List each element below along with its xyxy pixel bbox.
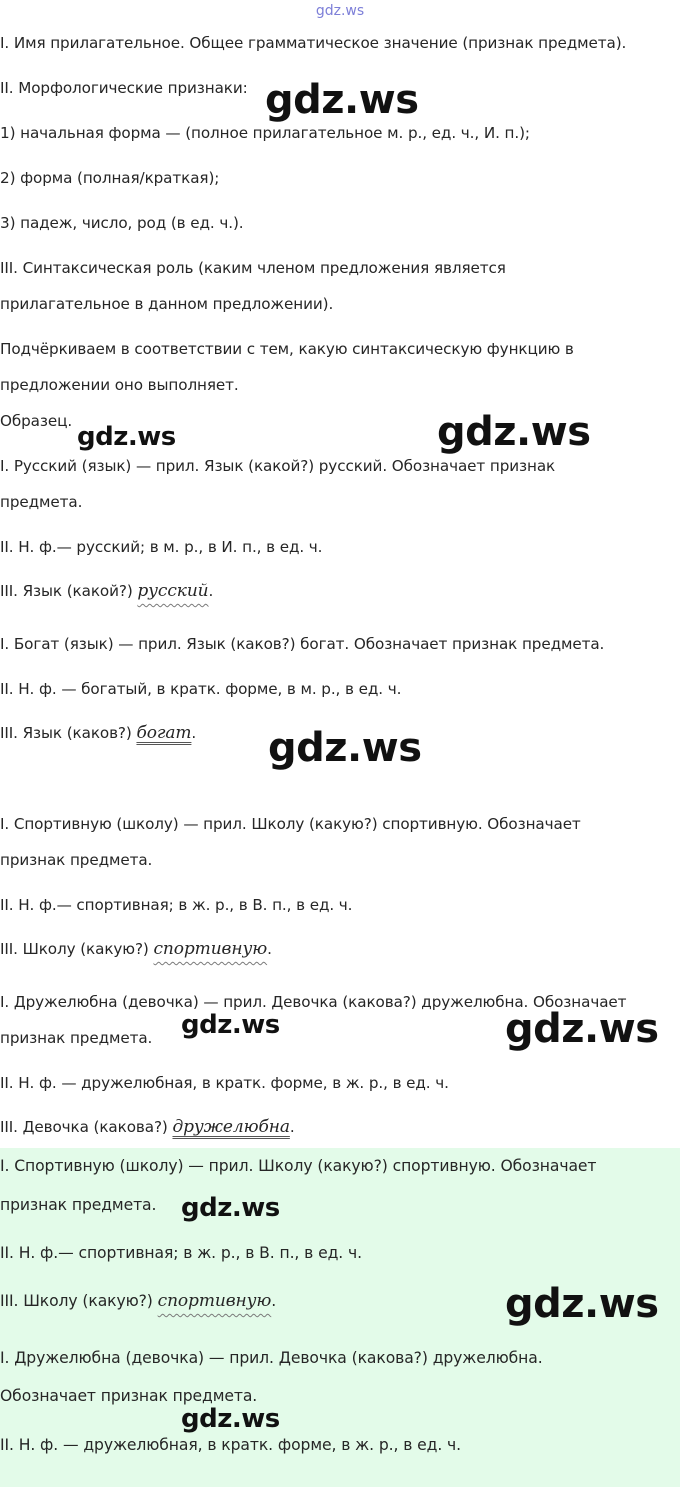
green-line-6: Обозначает признак предмета.: [0, 1387, 258, 1405]
watermark: gdz.ws: [181, 1404, 280, 1434]
watermark: gdz.ws: [268, 725, 422, 771]
watermark: gdz.ws: [505, 1281, 659, 1327]
plan-line-3: 1) начальная форма — (полное прилагательное м. р., ед. ч., И. п.);: [0, 124, 530, 142]
sample2-line-3-end: .: [191, 724, 197, 742]
plan-line-8: Подчёркиваем в соответствии с тем, какую синтаксическую функцию в: [0, 340, 574, 358]
answer1-line-3: II. Н. ф.— спортивная; в ж. р., в В. п., в ед. ч.: [0, 896, 353, 914]
watermark: gdz.ws: [181, 1193, 280, 1223]
answer1-line-4: [0, 939, 272, 959]
watermark: gdz.ws: [265, 77, 419, 123]
answer1-line-4-end: .: [267, 940, 272, 958]
sample2-line-1: I. Богат (язык) — прил. Язык (каков?) богат. Обозначает признак предмета.: [0, 635, 605, 653]
green-underlined-word: спортивную: [157, 1291, 272, 1311]
sample2-underlined-word: богат: [136, 723, 192, 743]
plan-line-9: предложении оно выполняет.: [0, 376, 239, 394]
answer2-line-4-end: .: [289, 1118, 295, 1136]
sample1-underlined-word: русский: [137, 581, 209, 601]
sample1-line-3: II. Н. ф.— русский; в м. р., в И. п., в ед. ч.: [0, 538, 323, 556]
green-line-5: I. Дружелюбна (девочка) — прил. Девочка (какова?) дружелюбна.: [0, 1349, 543, 1367]
answer1-underlined-word: спортивную: [153, 939, 268, 959]
answer2-line-4-prefix: III. Девочка (какова?): [0, 1118, 173, 1136]
green-line-1: I. Спортивную (школу) — прил. Школу (какую?) спортивную. Обозначает: [0, 1157, 597, 1175]
plan-line-1: I. Имя прилагательное. Общее грамматическое значение (признак предмета).: [0, 34, 627, 52]
watermark: gdz.ws: [181, 1010, 280, 1040]
sample1-line-2: предмета.: [0, 493, 83, 511]
answer2-line-1: I. Дружелюбна (девочка) — прил. Девочка (какова?) дружелюбна. Обозначает: [0, 993, 627, 1011]
sample1-line-4: [0, 581, 213, 601]
green-line-4: [0, 1291, 276, 1311]
watermark: gdz.ws: [77, 422, 176, 452]
plan-line-7: прилагательное в данном предложении).: [0, 295, 334, 313]
answer2-line-4: [0, 1117, 295, 1137]
plan-line-2: II. Морфологические признаки:: [0, 79, 248, 97]
sample2-line-2: II. Н. ф. — богатый, в кратк. форме, в м. р., в ед. ч.: [0, 680, 402, 698]
answer1-line-2: признак предмета.: [0, 851, 153, 869]
watermark: gdz.ws: [505, 1006, 659, 1052]
green-line-4-prefix: III. Школу (какую?): [0, 1292, 158, 1310]
green-line-7: II. Н. ф. — дружелюбная, в кратк. форме, в ж. р., в ед. ч.: [0, 1436, 462, 1454]
site-link[interactable]: gdz.ws: [315, 3, 365, 19]
green-line-4-end: .: [271, 1292, 277, 1310]
sample1-line-4-end: .: [208, 582, 214, 600]
watermark: gdz.ws: [437, 409, 591, 455]
sample2-line-3-prefix: III. Язык (каков?): [0, 724, 137, 742]
green-line-2: признак предмета.: [0, 1196, 157, 1214]
green-line-3: II. Н. ф.— спортивная; в ж. р., в В. п., в ед. ч.: [0, 1244, 362, 1262]
plan-line-10: Образец.: [0, 412, 73, 430]
answer2-underlined-word: дружелюбна: [172, 1117, 290, 1137]
sample1-line-4-prefix: III. Язык (какой?): [0, 582, 138, 600]
sample1-line-1: I. Русский (язык) — прил. Язык (какой?) русский. Обозначает признак: [0, 457, 556, 475]
answer2-line-3: II. Н. ф. — дружелюбная, в кратк. форме, в ж. р., в ед. ч.: [0, 1074, 449, 1092]
answer2-line-2: признак предмета.: [0, 1029, 153, 1047]
plan-line-5: 3) падеж, число, род (в ед. ч.).: [0, 214, 244, 232]
answer1-line-1: I. Спортивную (школу) — прил. Школу (какую?) спортивную. Обозначает: [0, 815, 581, 833]
sample2-line-3: [0, 723, 196, 743]
answer1-line-4-prefix: III. Школу (какую?): [0, 940, 154, 958]
plan-line-4: 2) форма (полная/краткая);: [0, 169, 220, 187]
plan-line-6: III. Синтаксическая роль (каким членом предложения является: [0, 259, 506, 277]
